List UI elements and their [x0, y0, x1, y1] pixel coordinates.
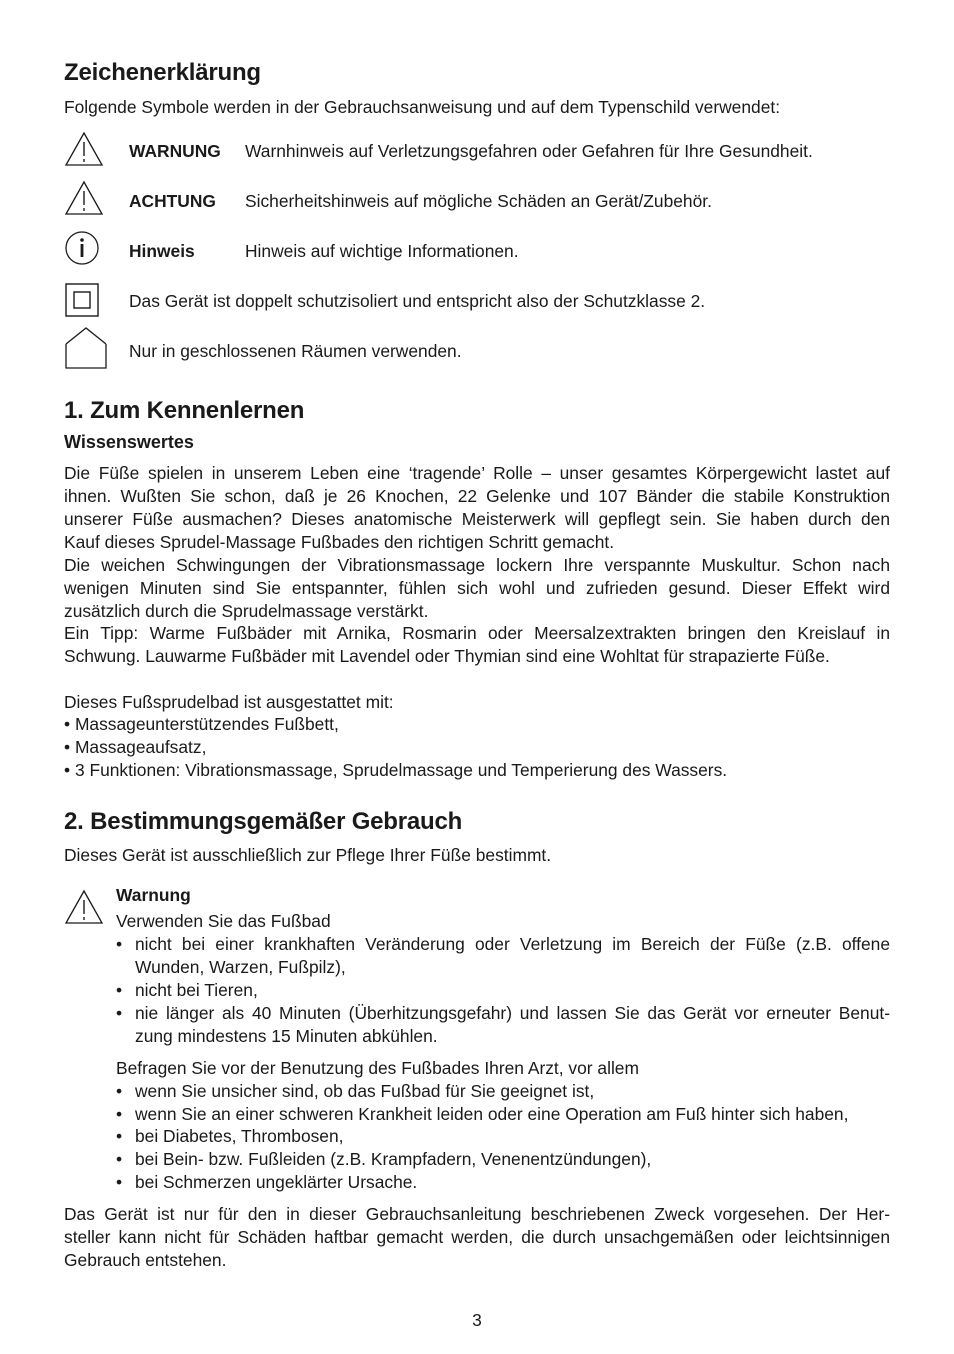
legend-intro: Folgende Symbole werden in der Gebrauchsanweisung und auf dem Typenschild verwendet: — [64, 97, 781, 117]
double-insulation-icon — [64, 282, 100, 318]
text-line: Kauf dieses Sprudel-Massage Fußbades den richtigen Schritt gemacht. — [64, 532, 615, 552]
legend-text-achtung: Sicherheitshinweis auf mögliche Schäden an Gerät/Zubehör. — [245, 191, 712, 211]
text-line: steller kann nicht für Schäden haftbar gemacht werden, die durch unsachgemäßen oder leichtsinnigen — [64, 1227, 890, 1247]
legend-label-warnung: WARNUNG — [129, 141, 221, 161]
text-line: Gebrauch entstehen. — [64, 1250, 227, 1270]
section2-intro: Dieses Gerät ist ausschließlich zur Pflege Ihrer Füße bestimmt. — [64, 845, 552, 865]
equipped-intro: Dieses Fußsprudelbad ist ausgestattet mit: — [64, 692, 394, 712]
legend-label-achtung: ACHTUNG — [129, 191, 216, 211]
caution-triangle-icon — [64, 180, 104, 216]
warning-title: Warnung — [116, 885, 191, 905]
text-line: Ein Tipp: Warme Fußbäder mit Arnika, Rosmarin oder Meersalzextrakten bringen den Kreislauf in — [64, 623, 890, 643]
text-line: unserer Füße ausmachen? Dieses anatomische Meisterwerk will gepflegt sein. Sie haben durch den — [64, 509, 890, 529]
manual-page: Zeichenerklärung Folgende Symbole werden in der Gebrauchsanweisung und auf dem Typenschild verwendet: WARNUNG Warnhinweis auf Verletzungsgefahren oder Gefahren für Ihre Gesundheit. ACHTUNG Sicherheitshinweis auf mögliche Schäden an Gerät/Zubehör. Hinweis Hinweis auf wichtige Informationen. Das Gerät ist doppelt schutzisoliert und entspricht also der Schutzklasse 2. Nur in geschlossenen Räumen verwenden. 1. Zum Kennenlernen Wissenswertes Die Füße spielen in unserem Leben eine ‘tragende’ Rolle – unser gesamtes Körpergewicht lastet auf ihnen. Wußten Sie schon, daß je 26 Knochen, 22 Gelenke und 107 Bänder die stabile Konstruktion unserer Füße ausmachen? Dieses anatomische Meisterwerk will gepflegt sein. Sie haben durch den Kauf dieses Sprudel-Massage Fußbades den richtigen Schritt gemacht. Die weichen Schwingungen der Vibrationsmassage lockern Ihre verspannte Muskultur. Schon nach wenigen Minuten sind Sie entspannter, fühlen sich wohl und zufrieden gesund. Dieser Effekt wird zusätzlich durch die Sprudelmassage verstärkt. Ein Tipp: Warme Fußbäder mit Arnika, Rosmarin oder Meersalzextrakten bringen den Kreislauf in Schwung. Lauwarme Fußbäder mit Lavendel oder Thymian sind eine Wohltat für strapazierte Füße. Dieses Fußsprudelbad ist ausgestattet mit: • Massageunterstützendes Fußbett, • Massageaufsatz, • 3 Funktionen: Vibrationsmassage, Sprudelmassage und Temperierung des Wassers. 2. Bestimmungsgemäßer Gebrauch Dieses Gerät ist ausschließlich zur Pflege Ihrer Füße bestimmt. Warnung Verwenden Sie das Fußbad • nicht bei einer krankhaften Veränderung oder Verletzung im Bereich der Füße (z.B. offene Wunden, Warzen, Fußpilz), • nicht bei Tieren, • nie länger als 40 Minuten (Überhitzungsgefahr) und lassen Sie das Gerät vor erneuter Benut- zung mindestens 15 Minuten abkühlen. Befragen Sie vor der Benutzung des Fußbades Ihren Arzt, vor allem • wenn Sie unsicher sind, ob das Fußbad für Sie geeignet ist, • wenn Sie an einer schweren Krankheit leiden oder eine Operation am Fuß hinter sich haben, • bei Diabetes, Thrombosen, • bei Bein- bzw. Fußleiden (z.B. Krampfadern, Venenentzündungen), • bei Schmerzen ungeklärter Ursache. Das Gerät ist nur für den in dieser Gebrauchsanleitung beschriebenen Zweck vorgesehen. Der Her- steller kann nicht für Schäden haftbar gemacht werden, die durch unsachgemäßen oder leichtsinnigen Gebrauch entstehen. 3 — [0, 0, 954, 1354]
text-line: ihnen. Wußten Sie schon, daß je 26 Knochen, 22 Gelenke und 107 Bänder die stabile Konstruktion — [64, 486, 890, 506]
legend-text-indoor: Nur in geschlossenen Räumen verwenden. — [129, 341, 462, 361]
section2-title: 2. Bestimmungsgemäßer Gebrauch — [64, 808, 463, 835]
section1-subtitle: Wissenswertes — [64, 432, 194, 452]
list-item: • 3 Funktionen: Vibrationsmassage, Sprudelmassage und Temperierung des Wassers. — [64, 760, 728, 780]
legend-label-hinweis: Hinweis — [129, 241, 195, 261]
list-item: • Massageaufsatz, — [64, 737, 207, 757]
section1-title: 1. Zum Kennenlernen — [64, 397, 305, 424]
legend-title: Zeichenerklärung — [64, 59, 261, 86]
warning-triangle-icon — [64, 131, 104, 167]
doctor-intro: Befragen Sie vor der Benutzung des Fußbades Ihren Arzt, vor allem — [116, 1058, 639, 1078]
warning-triangle-icon — [64, 889, 104, 925]
text-line: Schwung. Lauwarme Fußbäder mit Lavendel oder Thymian sind eine Wohltat für strapazierte Füße. — [64, 646, 830, 666]
legend-text-schutzklasse: Das Gerät ist doppelt schutzisoliert und entspricht also der Schutzklasse 2. — [129, 291, 706, 311]
info-circle-icon — [64, 230, 100, 266]
legend-text-hinweis: Hinweis auf wichtige Informationen. — [245, 241, 519, 261]
indoor-house-icon — [64, 324, 108, 370]
legend-text-warnung: Warnhinweis auf Verletzungsgefahren oder Gefahren für Ihre Gesundheit. — [245, 141, 813, 161]
warning-intro: Verwenden Sie das Fußbad — [116, 911, 331, 931]
text-line: Die Füße spielen in unserem Leben eine ‘tragende’ Rolle – unser gesamtes Körpergewicht lastet auf — [64, 463, 890, 483]
text-line: Die weichen Schwingungen der Vibrationsmassage lockern Ihre verspannte Muskultur. Schon nach — [64, 555, 890, 575]
text-line: Das Gerät ist nur für den in dieser Gebrauchsanleitung beschriebenen Zweck vorgesehen. Der Her- — [64, 1204, 890, 1224]
list-item: • Massageunterstützendes Fußbett, — [64, 714, 339, 734]
text-line: wenigen Minuten sind Sie entspannter, fühlen sich wohl und zufrieden gesund. Dieser Effekt wird — [64, 578, 890, 598]
text-line: zusätzlich durch die Sprudelmassage verstärkt. — [64, 601, 429, 621]
page-number: 3 — [472, 1310, 482, 1330]
